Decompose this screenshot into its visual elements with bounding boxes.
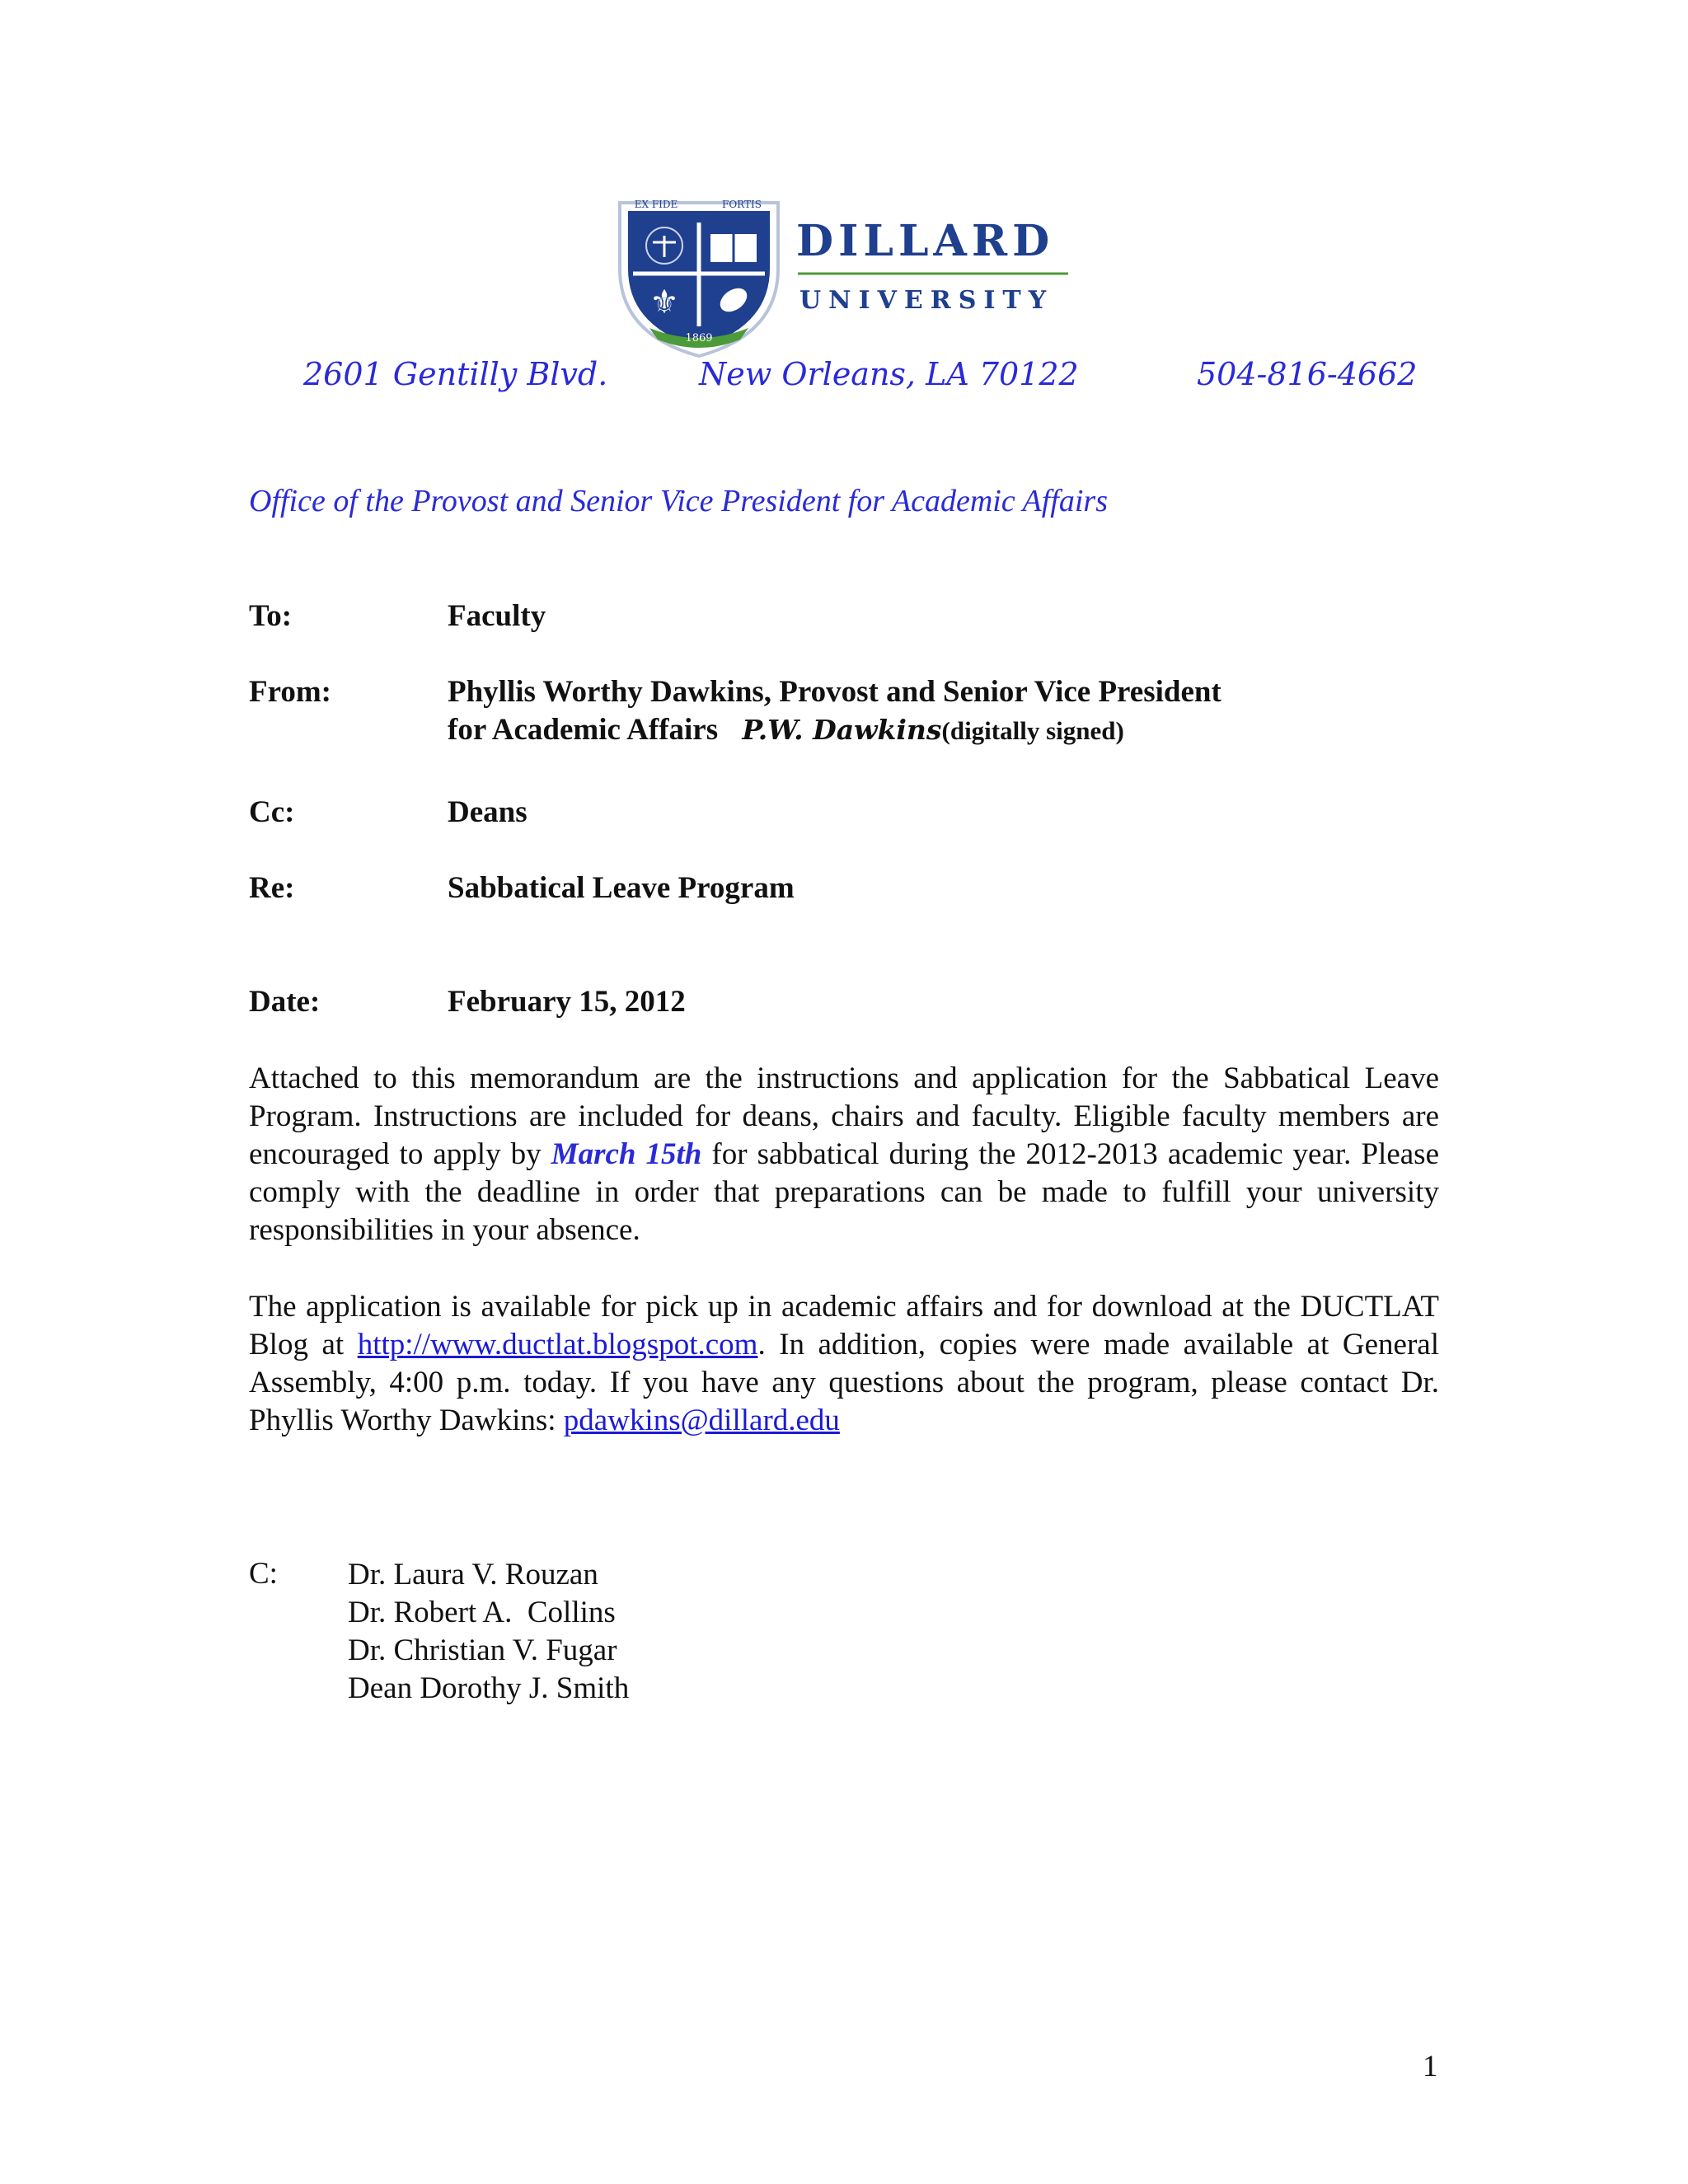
distribution-label: C: (249, 1557, 278, 1591)
re-label: Re: (249, 871, 295, 905)
recipient: Dr. Robert A. Collins (348, 1596, 616, 1629)
address-phone: 504-816-4662 (1197, 356, 1418, 392)
office-title: Office of the Provost and Senior Vice President for Academic Affairs (249, 484, 1108, 518)
re-value: Sabbatical Leave Program (448, 871, 795, 905)
logo-motto-left: EX FIDE (634, 199, 678, 210)
address-street: 2601 Gentilly Blvd. (303, 356, 608, 392)
cc-value: Deans (448, 795, 528, 829)
svg-text:⚜: ⚜ (649, 284, 679, 321)
deadline-date: March 15th (551, 1137, 702, 1171)
paragraph-1 (249, 1060, 1439, 1249)
signature-note: (digitally signed) (941, 716, 1124, 745)
logo-motto-right: FORTIS (722, 199, 762, 210)
logo-wordmark: DILLARD (796, 216, 1055, 266)
distribution-list (348, 1556, 629, 1708)
logo-subname: UNIVERSITY (799, 286, 1054, 315)
paragraph-1-text-a: Attached to this memorandum are the instructions and application for the Sabbatical Leave Program. Instructions are included for deans, chairs and faculty. Eligible faculty members are encouraged to apply by (249, 1062, 1439, 1171)
to-value: Faculty (448, 599, 546, 633)
date-label: Date: (249, 985, 321, 1019)
paragraph-2 (249, 1288, 1439, 1440)
logo-year: 1869 (685, 332, 713, 344)
recipient: Dean Dorothy J. Smith (348, 1671, 630, 1705)
paragraph-2-text-a: The application is available for pick up in academic affairs and for download at the DUCTLAT Blog at (249, 1290, 1439, 1361)
from-line-2-row (448, 712, 1124, 748)
signature: P.W. Dawkins (742, 714, 942, 746)
address-city: New Orleans, LA 70122 (699, 356, 1079, 392)
cc-label: Cc: (249, 795, 295, 829)
to-label: To: (249, 599, 293, 633)
date-value: February 15, 2012 (448, 985, 686, 1019)
recipient: Dr. Laura V. Rouzan (348, 1558, 598, 1591)
email-link[interactable]: pdawkins@dillard.edu (563, 1404, 840, 1437)
university-logo (617, 194, 1078, 359)
page-number: 1 (1423, 2050, 1438, 2083)
blog-link[interactable]: http://www.ductlat.blogspot.com (357, 1328, 758, 1361)
from-line-2: for Academic Affairs (448, 713, 719, 747)
paragraph-2-text-b: . In addition, copies were made available at General Assembly, 4:00 p.m. today. If you have any questions about the program, please contact Dr. Phyllis Worthy Dawkins: (249, 1328, 1439, 1437)
from-line-1: Phyllis Worthy Dawkins, Provost and Senior Vice President (448, 675, 1221, 709)
paragraph-1-text-b: for sabbatical during the 2012-2013 academic year. Please comply with the deadline in order that preparations can be made to fulfill your university responsibilities in your absence. (249, 1137, 1439, 1247)
from-label: From: (249, 675, 331, 709)
recipient: Dr. Christian V. Fugar (348, 1633, 617, 1667)
